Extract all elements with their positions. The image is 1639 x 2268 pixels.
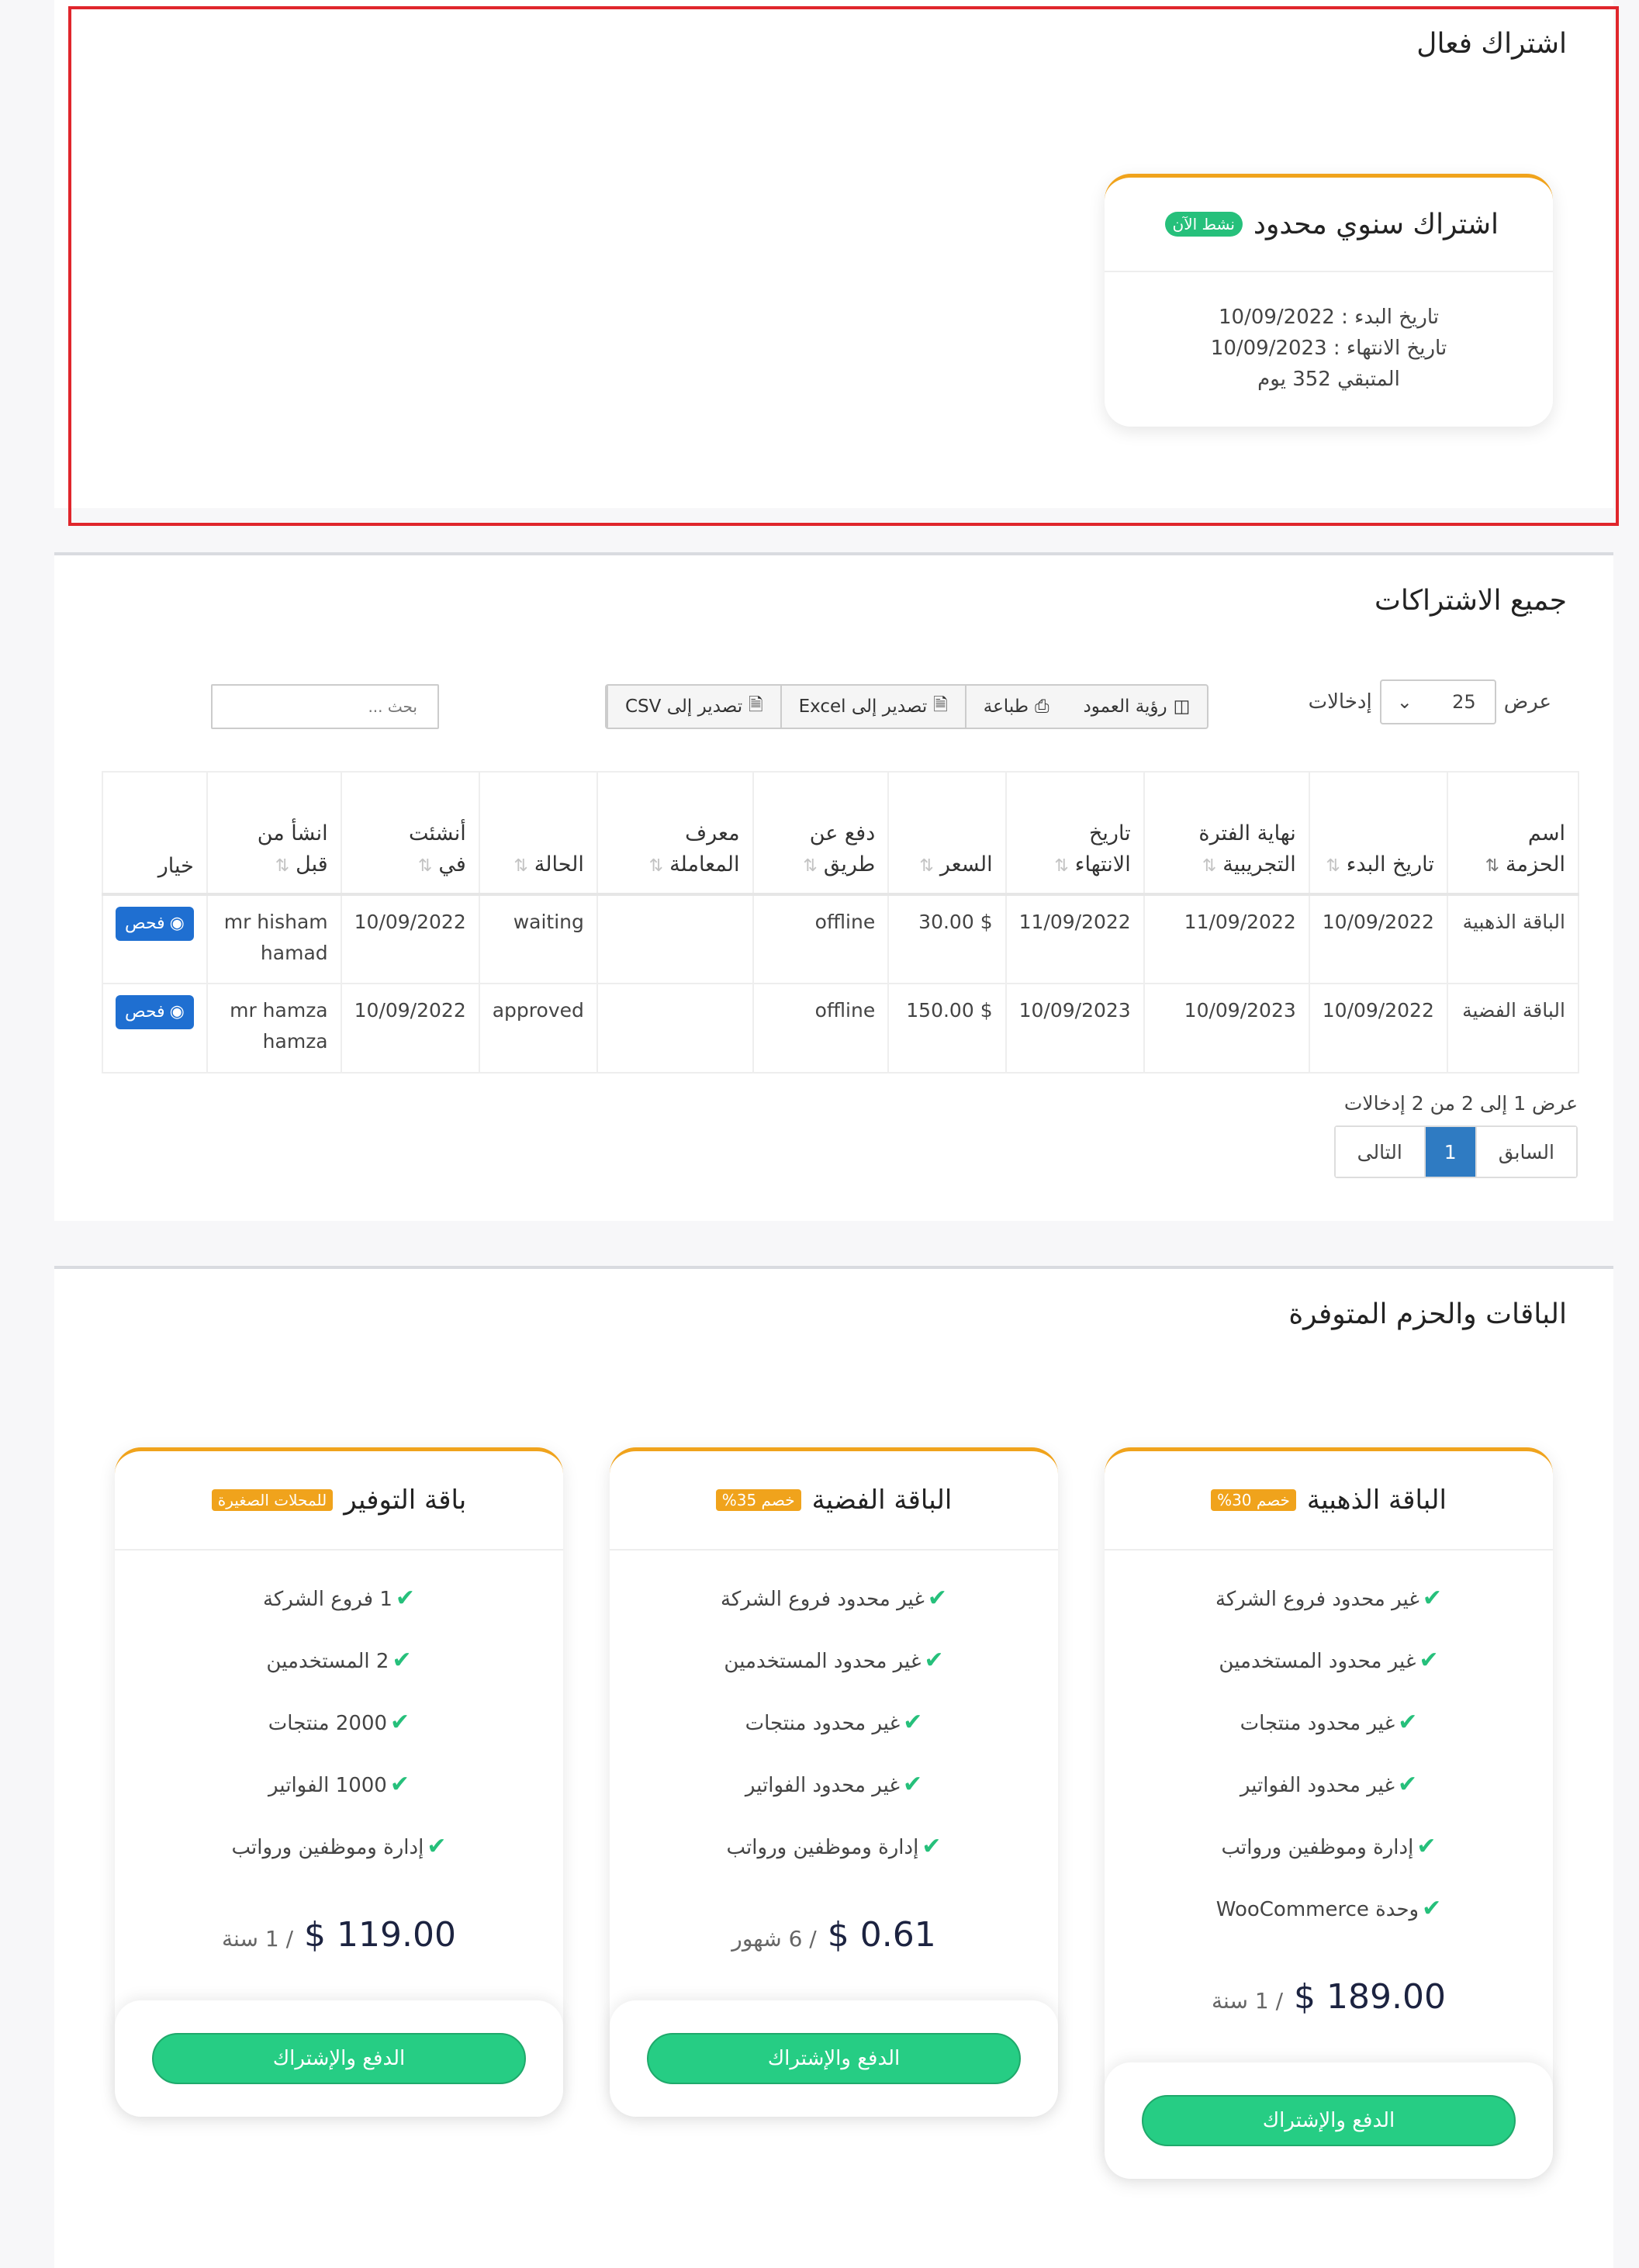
price-period: / 1 سنة [1212, 1988, 1284, 2014]
check-icon: ✔ [927, 1585, 948, 1612]
plan-price [115, 1886, 563, 2000]
pay-subscribe-button[interactable]: الدفع والإشتراك [1142, 2095, 1516, 2146]
sort-icon: ⇅ [275, 856, 290, 876]
all-subscriptions-panel [54, 552, 1613, 1221]
header-created-by[interactable]: انشأ من قبل⇅ [207, 772, 341, 894]
discount-badge: خصم 30% [1211, 1489, 1296, 1511]
eye-icon: ◉ [169, 1002, 185, 1022]
cell-price: $ 30.00 [888, 894, 1005, 984]
csv-file-icon: 🗎 [749, 694, 763, 715]
check-icon: ✔ [924, 1647, 944, 1674]
sort-icon: ⇅ [513, 856, 528, 876]
check-icon: ✔ [395, 1585, 416, 1612]
plan-price [610, 1886, 1058, 2000]
view-label: فحص [125, 1002, 165, 1022]
sort-icon: ⇅ [919, 856, 934, 876]
feature-item: ✔غير محدود فروع الشركة [720, 1585, 948, 1612]
export-button-group [605, 684, 1209, 729]
search-input[interactable] [211, 684, 439, 729]
pagination [1334, 1125, 1578, 1178]
pay-subscribe-button[interactable]: الدفع والإشتراك [647, 2033, 1021, 2084]
feature-item: ✔غير محدود الفواتير [745, 1771, 923, 1798]
header-created-at[interactable]: أنشئت في⇅ [341, 772, 479, 894]
feature-item: ✔2 المستخدمين [266, 1647, 412, 1674]
cell-package: الباقة الذهبية [1447, 894, 1578, 984]
feature-item: ✔غير محدود المستخدمين [724, 1647, 944, 1674]
cell-start: 10/09/2022 [1309, 984, 1447, 1073]
cell-trial-end: 11/09/2022 [1144, 894, 1309, 984]
plan-features [1105, 1551, 1553, 1948]
available-plans-panel [54, 1266, 1613, 2268]
plan-name: الباقة الذهبية [1306, 1485, 1447, 1516]
table-row [102, 984, 1578, 1073]
price-period: / 1 سنة [222, 1926, 294, 1952]
cell-package: الباقة الفضية [1447, 984, 1578, 1073]
pay-subscribe-button[interactable]: الدفع والإشتراك [152, 2033, 526, 2084]
active-subscription-title: اشتراك فعال [1416, 28, 1567, 60]
active-now-badge: نشط الآن [1165, 212, 1243, 237]
header-status[interactable]: الحالة⇅ [479, 772, 597, 894]
header-txn[interactable]: معرف المعاملة⇅ [597, 772, 753, 894]
all-subscriptions-title: جميع الاشتراكات [1374, 585, 1567, 617]
plan-gold [1105, 1447, 1553, 2179]
plan-name: الباقة الفضية [811, 1485, 953, 1516]
view-label: فحص [125, 914, 165, 933]
active-dates [1105, 272, 1553, 395]
small-shops-badge: للمحلات الصغيرة [212, 1489, 334, 1511]
column-visibility-label: رؤية العمود [1083, 697, 1167, 717]
check-icon: ✔ [389, 1771, 410, 1798]
plan-saver [115, 1447, 563, 2117]
feature-item: ✔وحدة WooCommerce [1215, 1895, 1442, 1922]
discount-badge: خصم 35% [716, 1489, 801, 1511]
entries-select[interactable] [1380, 679, 1496, 724]
header-package[interactable]: اسم الحزمة⇅ [1447, 772, 1578, 894]
check-icon: ✔ [390, 1709, 410, 1736]
remaining-days-line: المتبقي 352 يوم [1257, 368, 1400, 391]
feature-item: ✔غير محدود المستخدمين [1219, 1647, 1439, 1674]
plan-features [115, 1551, 563, 1886]
price-amount: $ 189.00 [1294, 1977, 1446, 2017]
cell-created-by: mr hisham hamad [207, 894, 341, 984]
table-header-row [102, 772, 1578, 894]
active-plan-name: اشتراك سنوي محدود [1253, 208, 1499, 240]
printer-icon: ⎙ [1035, 697, 1049, 717]
feature-item: ✔إدارة وموظفين ورواتب [1221, 1833, 1437, 1860]
cell-created-at: 10/09/2022 [341, 984, 479, 1073]
cell-paid-via: offline [753, 984, 889, 1073]
view-button[interactable] [116, 995, 194, 1029]
eye-icon: ◉ [169, 914, 185, 933]
header-price[interactable]: السعر⇅ [888, 772, 1005, 894]
plan-price [1105, 1948, 1553, 2062]
check-icon: ✔ [427, 1833, 447, 1860]
header-end[interactable]: تاريخ الانتهاء⇅ [1006, 772, 1144, 894]
start-date-line: تاريخ البدء : 10/09/2022 [1218, 306, 1439, 329]
columns-icon: ◫ [1173, 697, 1191, 717]
plan-footer [1105, 2062, 1553, 2179]
cell-option [102, 894, 207, 984]
plan-header [1105, 1451, 1553, 1551]
feature-item: ✔1000 الفواتير [268, 1771, 410, 1798]
cell-created-at: 10/09/2022 [341, 894, 479, 984]
subscriptions-table [102, 771, 1579, 1073]
active-subscription-panel [54, 0, 1613, 508]
plan-header [115, 1451, 563, 1551]
header-option: خيار [102, 772, 207, 894]
cell-trial-end: 10/09/2023 [1144, 984, 1309, 1073]
feature-item: ✔غير محدود الفواتير [1240, 1771, 1418, 1798]
sort-icon: ⇅ [1202, 856, 1217, 876]
feature-item: ✔غير محدود فروع الشركة [1215, 1585, 1443, 1612]
plan-footer [115, 2000, 563, 2117]
feature-item: ✔غير محدود منتجات [745, 1709, 923, 1736]
export-csv-button[interactable] [607, 686, 780, 728]
check-icon: ✔ [1419, 1647, 1439, 1674]
check-icon: ✔ [1422, 1895, 1442, 1922]
sort-asc-icon: ⇅ [1485, 856, 1499, 876]
header-start[interactable]: تاريخ البدء⇅ [1309, 772, 1447, 894]
plan-card [1105, 1447, 1553, 2179]
feature-item: ✔إدارة وموظفين ورواتب [726, 1833, 942, 1860]
feature-item: ✔2000 منتجات [268, 1709, 410, 1736]
excel-file-icon: 🗎 [933, 694, 948, 715]
entries-control [1309, 679, 1551, 724]
plan-features [610, 1551, 1058, 1886]
plan-header [610, 1451, 1058, 1551]
sort-icon: ⇅ [1054, 856, 1069, 876]
check-icon: ✔ [903, 1709, 923, 1736]
cell-status: waiting [479, 894, 597, 984]
end-date-line: تاريخ الانتهاء : 10/09/2023 [1210, 337, 1447, 360]
print-button[interactable] [965, 686, 1067, 728]
pager-prev[interactable]: السابق [1475, 1127, 1576, 1177]
check-icon: ✔ [1422, 1585, 1443, 1612]
check-icon: ✔ [392, 1647, 412, 1674]
show-label: عرض [1503, 690, 1551, 714]
check-icon: ✔ [1398, 1709, 1418, 1736]
feature-item: ✔غير محدود منتجات [1240, 1709, 1418, 1736]
cell-start: 10/09/2022 [1309, 894, 1447, 984]
plan-footer [610, 2000, 1058, 2117]
sort-icon: ⇅ [417, 856, 433, 876]
feature-item: ✔إدارة وموظفين ورواتب [231, 1833, 447, 1860]
plan-name: باقة التوفير [344, 1485, 467, 1516]
cell-end: 10/09/2023 [1006, 984, 1144, 1073]
price-amount: $ 119.00 [304, 1915, 456, 1955]
cell-created-by: mr hamza hamza [207, 984, 341, 1073]
view-button[interactable] [116, 907, 194, 941]
sort-icon: ⇅ [803, 856, 818, 876]
active-subscription-card [1105, 174, 1553, 427]
export-excel-label: تصدير إلى Excel [798, 697, 928, 717]
header-trial-end[interactable]: نهاية الفترة التجريبية⇅ [1144, 772, 1309, 894]
entries-value: 25 [1452, 691, 1476, 713]
plan-card [610, 1447, 1058, 2117]
check-icon: ✔ [1416, 1833, 1437, 1860]
plan-card [115, 1447, 563, 2117]
cell-option [102, 984, 207, 1073]
plan-silver [610, 1447, 1058, 2117]
cell-price: $ 150.00 [888, 984, 1005, 1073]
available-plans-title: الباقات والحزم المتوفرة [1288, 1298, 1567, 1330]
price-amount: $ 0.61 [827, 1915, 936, 1955]
entries-label: إدخالات [1308, 690, 1372, 714]
sort-icon: ⇅ [648, 856, 664, 876]
header-paid-via[interactable]: دفع عن طريق⇅ [753, 772, 889, 894]
cell-end: 11/09/2022 [1006, 894, 1144, 984]
check-icon: ✔ [1398, 1771, 1418, 1798]
column-visibility-button[interactable] [1066, 686, 1207, 728]
chevron-down-icon: ⌄ [1396, 691, 1413, 713]
feature-item: ✔1 فروع الشركة [262, 1585, 416, 1612]
pager-current[interactable]: 1 [1424, 1127, 1475, 1177]
print-label: طباعة [983, 697, 1029, 717]
sort-icon: ⇅ [1326, 856, 1340, 876]
pager-next[interactable]: التالى [1336, 1127, 1424, 1177]
cell-paid-via: offline [753, 894, 889, 984]
cell-txn [597, 894, 753, 984]
active-card-header [1105, 178, 1553, 272]
check-icon: ✔ [903, 1771, 923, 1798]
export-excel-button[interactable] [780, 686, 965, 728]
price-period: / 6 شهور [731, 1926, 817, 1952]
export-csv-label: تصدير إلى CSV [625, 697, 743, 717]
check-icon: ✔ [922, 1833, 942, 1860]
table-info: عرض 1 إلى 2 من 2 إدخالات [1343, 1092, 1578, 1115]
cell-txn [597, 984, 753, 1073]
table-row [102, 894, 1578, 984]
cell-status: approved [479, 984, 597, 1073]
